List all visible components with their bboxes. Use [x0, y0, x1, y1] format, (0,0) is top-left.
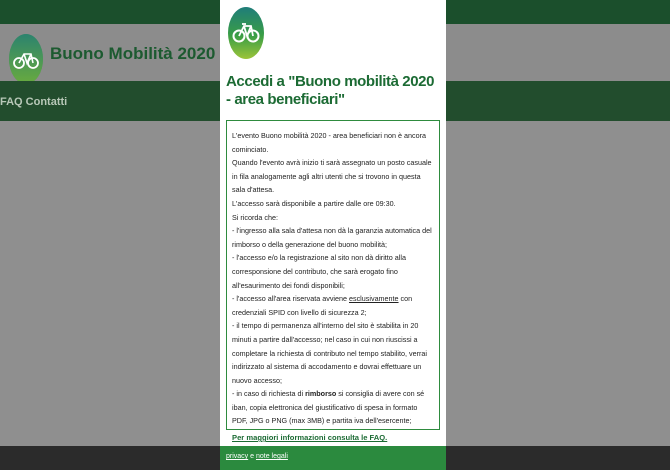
footer-conjunction: e — [248, 453, 256, 460]
notice-box — [226, 120, 440, 443]
notice-paragraph: Si ricorda che: — [232, 212, 278, 222]
notice-paragraph: L'evento Buono mobilità 2020 - area beneficiari non è ancora cominciato. — [232, 131, 426, 154]
notice-paragraph — [232, 292, 434, 319]
notice-paragraph: - il tempo di permanenza all'interno del sito è stabilita in 20 minuti a partire dall'accesso; nel caso in cui non riuscissi a completare la richiesta di contributo nel tempo stabilito, verrai indirizzato al sistema di accodamento e dovrai effettuare un nuovo accesso; — [232, 321, 427, 385]
faq-link[interactable]: Per maggiori informazioni consulta le FAQ. — [232, 433, 388, 443]
bicycle-icon — [228, 6, 264, 60]
notice-paragraph: - l'ingresso alla sala d'attesa non dà la garanzia automatica del rimborso o della generazione del buono mobilità; — [232, 226, 432, 249]
site-title: Buono Mobilità 2020 — [50, 44, 216, 63]
notice-text: - in caso di richiesta di — [232, 389, 306, 399]
modal-title: Accedi a "Buono mobilità 2020 - area beneficiari" — [226, 73, 435, 108]
notice-paragraph: - l'accesso e/o la registrazione al sito non dà diritto alla corresponsione del contributo, che sarà erogato fino all'esaurimento dei fondi disponibili; — [232, 253, 406, 290]
waiting-room-modal — [220, 0, 446, 470]
notice-paragraph — [232, 387, 434, 428]
notice-text: - l'accesso all'area riservata avviene — [232, 294, 349, 304]
modal-footer — [220, 446, 446, 470]
notice-paragraph: L'accesso sarà disponibile a partire dalle ore 09:30. — [232, 198, 396, 208]
notice-text: si consiglia di avere con sé iban, copia elettronica del giustificativo di spesa in formato PDF, JPG o PNG (max 3MB) e partita iva dell'esercente; — [232, 389, 425, 426]
nav-faq-contatti[interactable]: FAQ Contatti — [0, 96, 68, 108]
privacy-link[interactable]: privacy — [226, 453, 249, 460]
notice-emphasis: rimborso — [305, 389, 337, 399]
notice-paragraph: Quando l'evento avrà inizio ti sarà assegnato un posto casuale in fila analogamente agli altri utenti che si trovono in questa sala d'attesa. — [232, 158, 432, 195]
notice-text: con credenziali SPID con livello di sicurezza 2; — [232, 294, 413, 317]
notice-emphasis: esclusivamente — [349, 294, 399, 304]
bicycle-logo-icon — [9, 33, 43, 85]
legal-notes-link[interactable]: note legali — [255, 453, 288, 460]
